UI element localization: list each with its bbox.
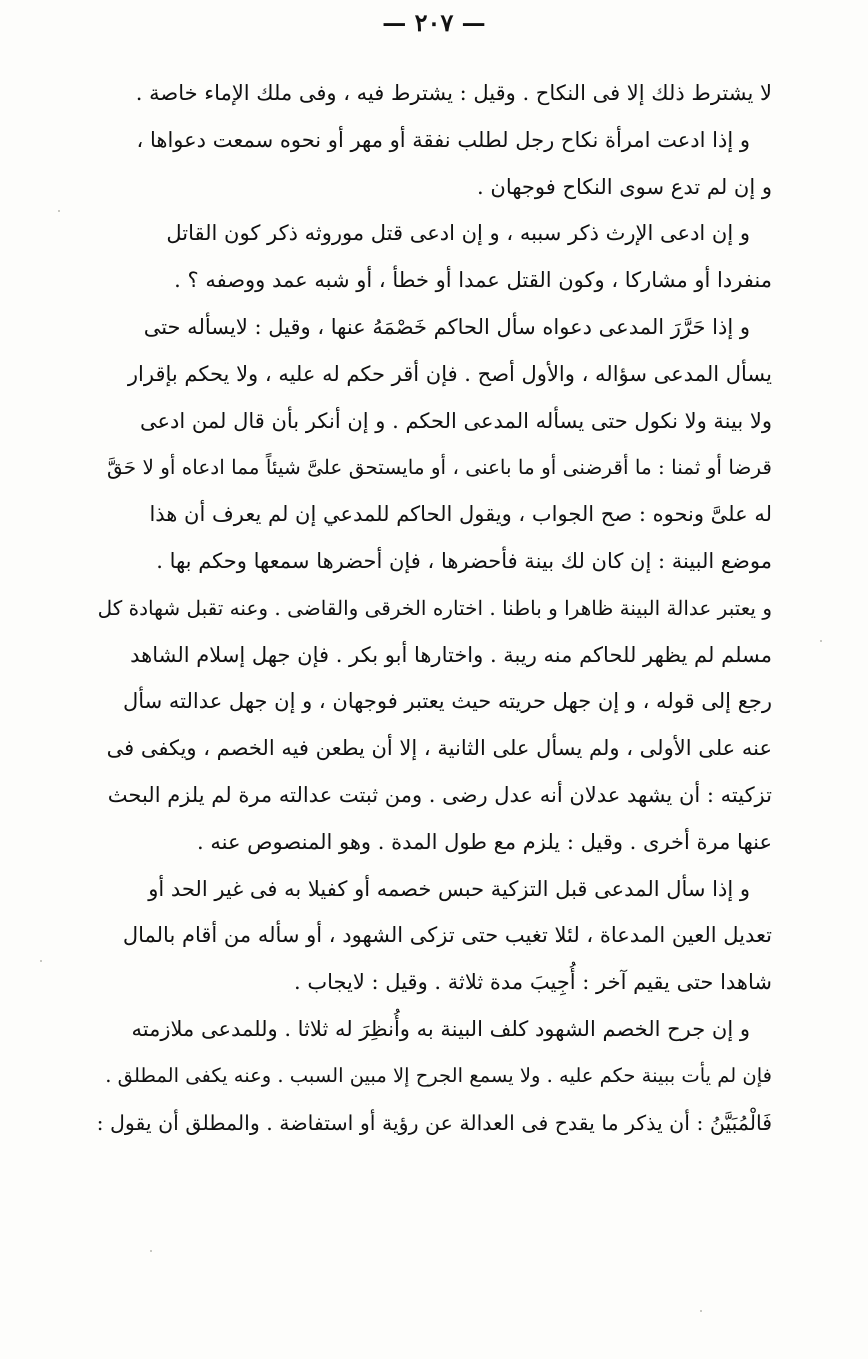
- text-line: يسأل المدعى سؤاله ، والأول أصح . فإن أقر حكم له عليه ، ولا يحكم بإقرار: [127, 361, 772, 386]
- text-line: رجع إلى قوله ، و إن جهل حريته حيث يعتبر فوجهان ، و إن جهل عدالته سأل: [122, 689, 772, 714]
- text-line: له علىَّ ونحوه : صح الجواب ، ويقول الحاكم للمدعي إن لم يعرف أن هذا: [149, 502, 772, 527]
- text-line: و إذا حَرَّرَ المدعى دعواه سأل الحاكم خَصْمَهُ عنها ، وقيل : لايسأله حتى: [143, 314, 750, 339]
- page-number: — ٢٠٧ —: [382, 8, 486, 37]
- text-line: عنه على الأولى ، ولم يسأل على الثانية ، إلا أن يطعن فيه الخصم ، ويكفى فى: [106, 736, 772, 761]
- paper-speck: [40, 960, 42, 962]
- text-line: و إن ادعى الإرث ذكر سببه ، و إن ادعى قتل موروثه ذكر كون القاتل: [166, 221, 750, 246]
- text-line: و يعتبر عدالة البينة ظاهرا و باطنا . اختاره الخرقى والقاضى . وعنه تقبل شهادة كل: [97, 595, 772, 620]
- paper-speck: [58, 210, 60, 212]
- paper-speck: [820, 640, 822, 642]
- paper-speck: [700, 1310, 702, 1312]
- text-line: لا يشترط ذلك إلا فى النكاح . وقيل : يشترط فيه ، وفى ملك الإماء خاصة .: [135, 81, 772, 105]
- text-line: تعديل العين المدعاة ، لئلا تغيب حتى تزكى الشهود ، أو سأله من أقام بالمال: [122, 923, 772, 948]
- text-line: و إذا ادعت امرأة نكاح رجل لطلب نفقة أو مهر أو نحوه سمعت دعواها ،: [136, 127, 750, 152]
- text-line: عنها مرة أخرى . وقيل : يلزم مع طول المدة . وهو المنصوص عنه .: [197, 829, 772, 854]
- text-line: ولا بينة ولا نكول حتى يسأله المدعى الحكم . و إن أنكر بأن قال لمن ادعى: [140, 408, 772, 433]
- text-line: و إن لم تدع سوى النكاح فوجهان .: [477, 174, 772, 199]
- text-line: فإن لم يأت ببينة حكم عليه . ولا يسمع الجرح إلا مبين السبب . وعنه يكفى المطلق .: [105, 1063, 772, 1087]
- text-line: فَالْمُبَيَّنُ : أن يذكر ما يقدح فى العدالة عن رؤية أو استفاضة . والمطلق أن يقول :: [96, 1110, 772, 1135]
- text-line: موضع البينة : إن كان لك بينة فأحضرها ، فإن أحضرها سمعها وحكم بها .: [156, 548, 772, 573]
- paper-speck: [150, 1250, 152, 1252]
- text-line: مسلم لم يظهر للحاكم منه ريبة . واختارها أبو بكر . فإن جهل إسلام الشاهد: [130, 642, 772, 667]
- text-line: منفردا أو مشاركا ، وكون القتل عمدا أو خطأ ، أو شبه عمد ووصفه ؟ .: [174, 268, 772, 293]
- body-text: [92, 70, 772, 1146]
- text-line: و إذا سأل المدعى قبل التزكية حبس خصمه أو كفيلا به فى غير الحد أو: [148, 876, 750, 901]
- text-line: و إن جرح الخصم الشهود كلف البينة به وأُنظِرَ له ثلاثا . وللمدعى ملازمته: [131, 1016, 750, 1041]
- text-line: شاهدا حتى يقيم آخر : أُجِيبَ مدة ثلاثة . وقيل : لايجاب .: [293, 970, 772, 995]
- text-line: تزكيته : أن يشهد عدلان أنه عدل رضى . ومن ثبتت عدالته مرة لم يلزم البحث: [107, 782, 772, 807]
- text-line: قرضا أو ثمنا : ما أقرضنى أو ما باعنى ، أو مايستحق علىَّ شيئاً مما ادعاه أو لا حَقَّ: [107, 455, 772, 480]
